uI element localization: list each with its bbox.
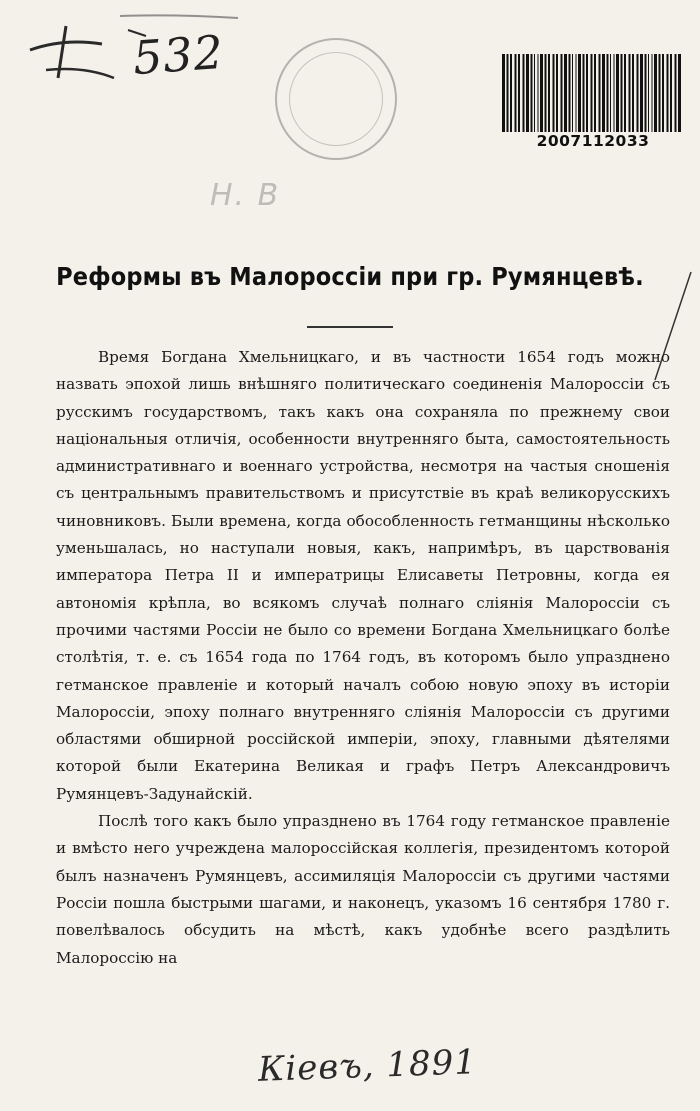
title-divider bbox=[307, 326, 393, 328]
page-title: Реформы въ Малороссіи при гр. Румянцевѣ. bbox=[56, 262, 644, 291]
handwritten-place-date: Кіевъ, 1891 bbox=[257, 1042, 478, 1090]
barcode bbox=[500, 54, 688, 154]
library-stamp bbox=[275, 38, 397, 160]
paragraph-2: Послѣ того какъ было упразднено въ 1764 году гетманское правленіе и вмѣсто него учреждена малороссійская коллегія, президентомъ которой былъ назначенъ Румянцевъ, ассимиляція Малороссіи съ другими частями Россіи пошла быстрыми шагами, и наконецъ, указомъ 16 сентября 1780 г. повелѣвалось обсудить на мѣстѣ, какъ удобнѣе всего раздѣлить Малороссію на bbox=[56, 812, 670, 967]
body-text bbox=[56, 344, 670, 972]
barcode-number: 2007112033 bbox=[536, 132, 650, 150]
paragraph-1: Время Богдана Хмельницкаго, и въ частности 1654 годъ можно назвать эпохой лишь внѣшняго политическаго соединенія Малороссіи съ русскимъ государствомъ, такъ какъ она сохраняла по прежнему свои національныя отличія, особенности внутренняго быта, самостоятельность административнаго и военнаго устройства, несмотря на частыя сношенія съ центральнымъ правительствомъ и присутствіе въ краѣ великорусскихъ чиновниковъ. Были времена, когда обособленность гетманщины нѣсколько уменьшалась, но наступали новыя, какъ, напримѣръ, въ царствованія императора Петра II и императрицы Елисаветы Петровны, когда ея автономія крѣпла, во всякомъ случаѣ полнаго слiянія Малороссіи съ прочими частями Россіи не было со времени Богдана Хмельницкаго болѣе столѣтія, т. е. съ 1654 года по 1764 годъ, въ которомъ было упразднено гетманское правленіе и который началъ собою новую эпоху въ исторіи Малороссіи, эпоху полнаго внутренняго слiянія Малороссіи съ другими областями обширной россійской имперіи, эпоху, главными дѣятелями которой были Екатерина Великая и графъ Петръ Александровичъ Румянцевъ-Задунайскій. bbox=[56, 348, 670, 803]
shelf-mark-number: 532 bbox=[131, 24, 226, 86]
barcode-bars-icon bbox=[500, 54, 686, 132]
handwritten-author-name: Н. В bbox=[210, 178, 281, 213]
